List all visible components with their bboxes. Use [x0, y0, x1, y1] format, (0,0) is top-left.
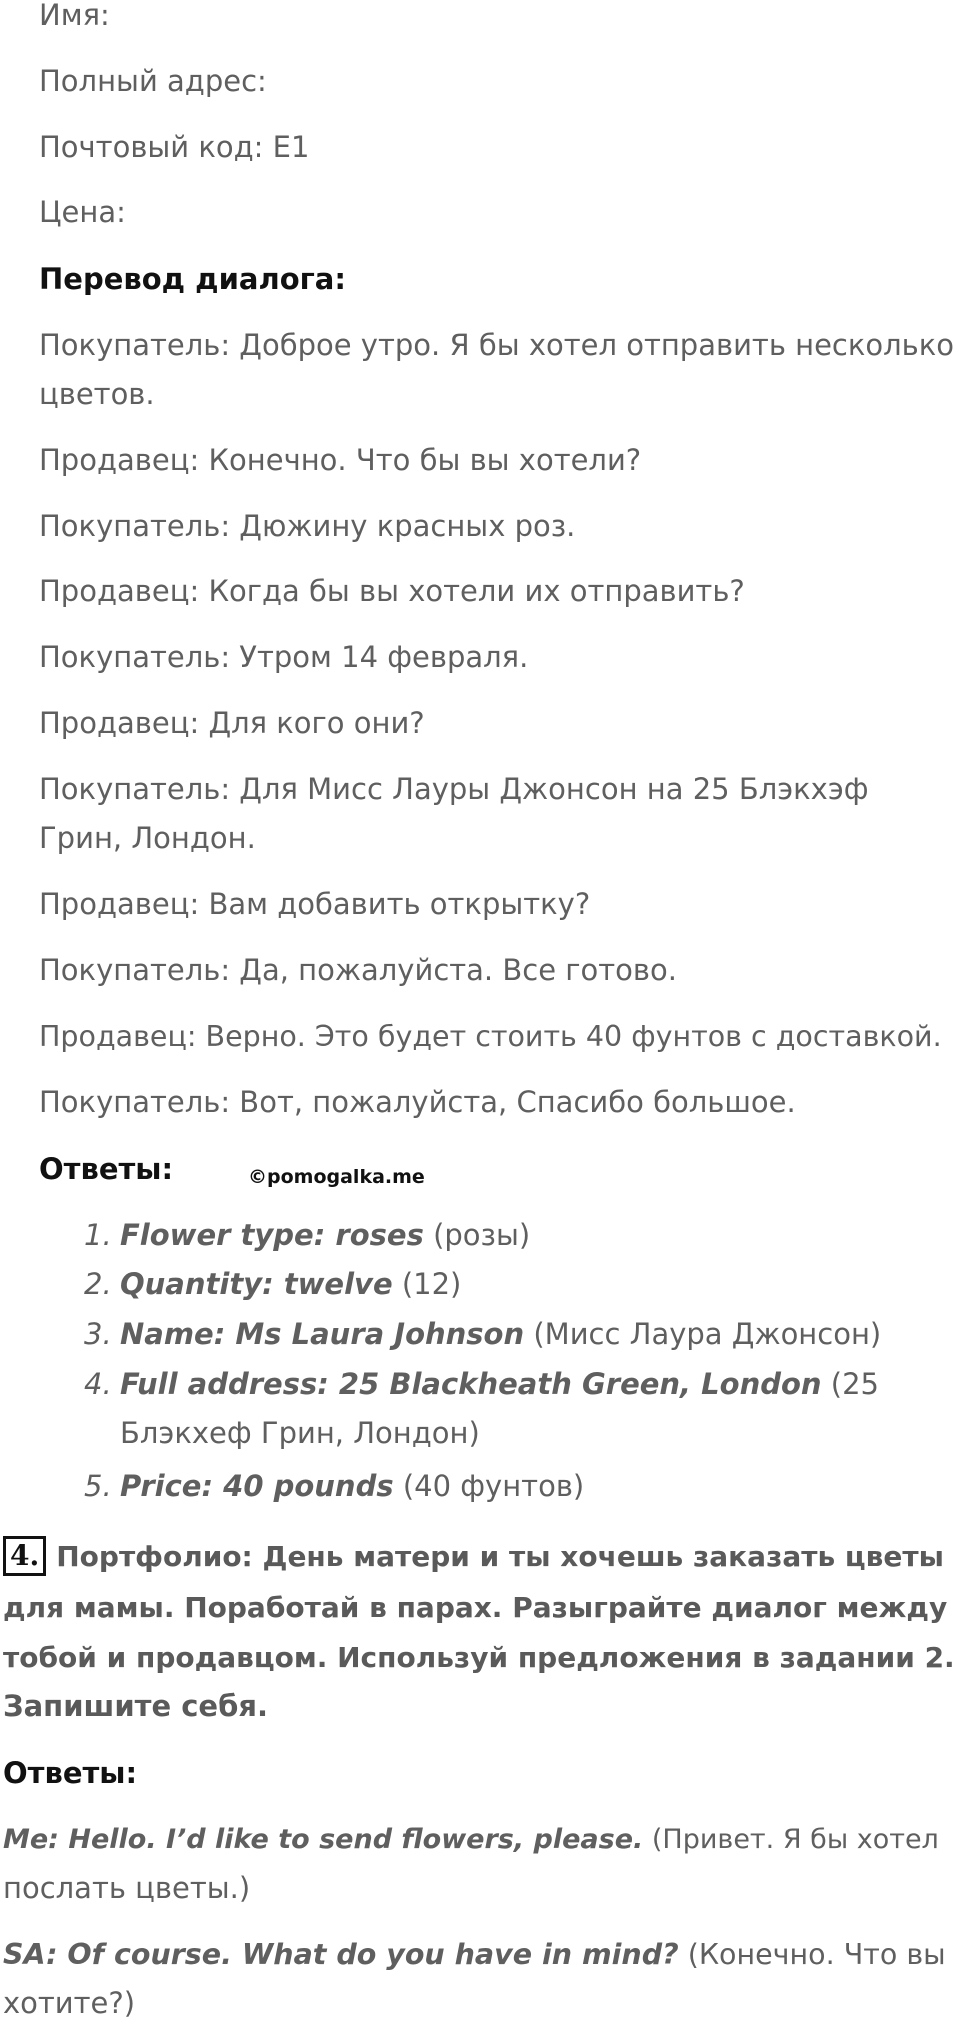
answer-item	[84, 1462, 584, 1511]
answers-heading: Ответы:	[39, 1152, 174, 1186]
field-postcode: Почтовый код: E1	[39, 130, 310, 164]
field-full-address: Полный адрес:	[39, 64, 267, 98]
task-4-line: для мамы. Поработай в парах. Разыграйте диалог между	[3, 1591, 948, 1624]
dialogue-line-cont: цветов.	[39, 377, 155, 411]
dialogue-line: Покупатель: Утром 14 февраля.	[39, 640, 529, 674]
answer-russian: (Конечно. Что вы	[687, 1938, 946, 1971]
task-4-line: тобой и продавцом. Используй предложения в задании 2.	[3, 1641, 955, 1674]
answer-english: Quantity: twelve	[120, 1267, 393, 1301]
answer-item	[84, 1310, 881, 1359]
task-4-text: Портфолио: День матери и ты хочешь заказать цветы	[56, 1540, 944, 1573]
answer-number: 2.	[84, 1267, 112, 1301]
dialogue-line: Продавец: Для кого они?	[39, 706, 425, 740]
answer-russian: (розы)	[433, 1218, 531, 1252]
field-price: Цена:	[39, 195, 126, 229]
answer-item-cont: Блэкхеф Грин, Лондон)	[120, 1416, 480, 1450]
dialogue-line: Покупатель: Вот, пожалуйста, Спасибо большое.	[39, 1085, 796, 1119]
task-4-line	[3, 1532, 944, 1581]
dialogue-answer	[3, 1815, 939, 1864]
dialogue-line-cont: Грин, Лондон.	[39, 821, 256, 855]
answer-item	[84, 1211, 530, 1260]
watermark: ©pomogalka.me	[248, 1166, 425, 1188]
answer-number: 5.	[84, 1469, 112, 1503]
answer-russian: (Мисс Лаура Джонсон)	[533, 1317, 882, 1351]
answer-english: Price: 40 pounds	[120, 1469, 394, 1503]
translation-heading: Перевод диалога:	[39, 262, 346, 296]
dialogue-line: Продавец: Верно. Это будет стоить 40 фунтов с доставкой.	[39, 1020, 942, 1053]
answer-english: SA: Of course. What do you have in mind?	[3, 1938, 679, 1971]
dialogue-answer-cont: послать цветы.)	[3, 1871, 251, 1905]
dialogue-line: Покупатель: Да, пожалуйста. Все готово.	[39, 953, 677, 987]
dialogue-line: Покупатель: Для Мисс Лауры Джонсон на 25 Блэкхэф	[39, 772, 869, 806]
task-number-box: 4.	[3, 1536, 46, 1576]
answer-item	[84, 1360, 879, 1409]
dialogue-line: Продавец: Вам добавить открытку?	[39, 887, 591, 921]
answer-english: Flower type: roses	[120, 1218, 424, 1252]
answers-heading: Ответы:	[3, 1756, 138, 1790]
answer-number: 4.	[84, 1367, 112, 1401]
dialogue-line: Продавец: Когда бы вы хотели их отправить?	[39, 574, 745, 608]
task-4-line: Запишите себя.	[3, 1689, 268, 1723]
answer-english: Me: Hello. I’d like to send flowers, please.	[3, 1824, 644, 1855]
dialogue-line: Покупатель: Дюжину красных роз.	[39, 509, 576, 543]
dialogue-answer	[3, 1930, 946, 1979]
answer-number: 1.	[84, 1218, 112, 1252]
answer-russian: (12)	[401, 1267, 462, 1301]
answer-english: Name: Ms Laura Johnson	[120, 1317, 525, 1351]
field-name: Имя:	[39, 0, 110, 32]
dialogue-line: Покупатель: Доброе утро. Я бы хотел отправить несколько	[39, 328, 955, 362]
answer-english: Full address: 25 Blackheath Green, London	[120, 1367, 822, 1401]
dialogue-line: Продавец: Конечно. Что бы вы хотели?	[39, 443, 642, 477]
answer-russian: (25	[830, 1367, 879, 1401]
answer-number: 3.	[84, 1317, 112, 1351]
answer-russian: (Привет. Я бы хотел	[651, 1824, 939, 1855]
answer-item	[84, 1260, 461, 1309]
answer-russian: (40 фунтов)	[402, 1469, 585, 1503]
dialogue-answer-cont: хотите?)	[3, 1986, 136, 2020]
